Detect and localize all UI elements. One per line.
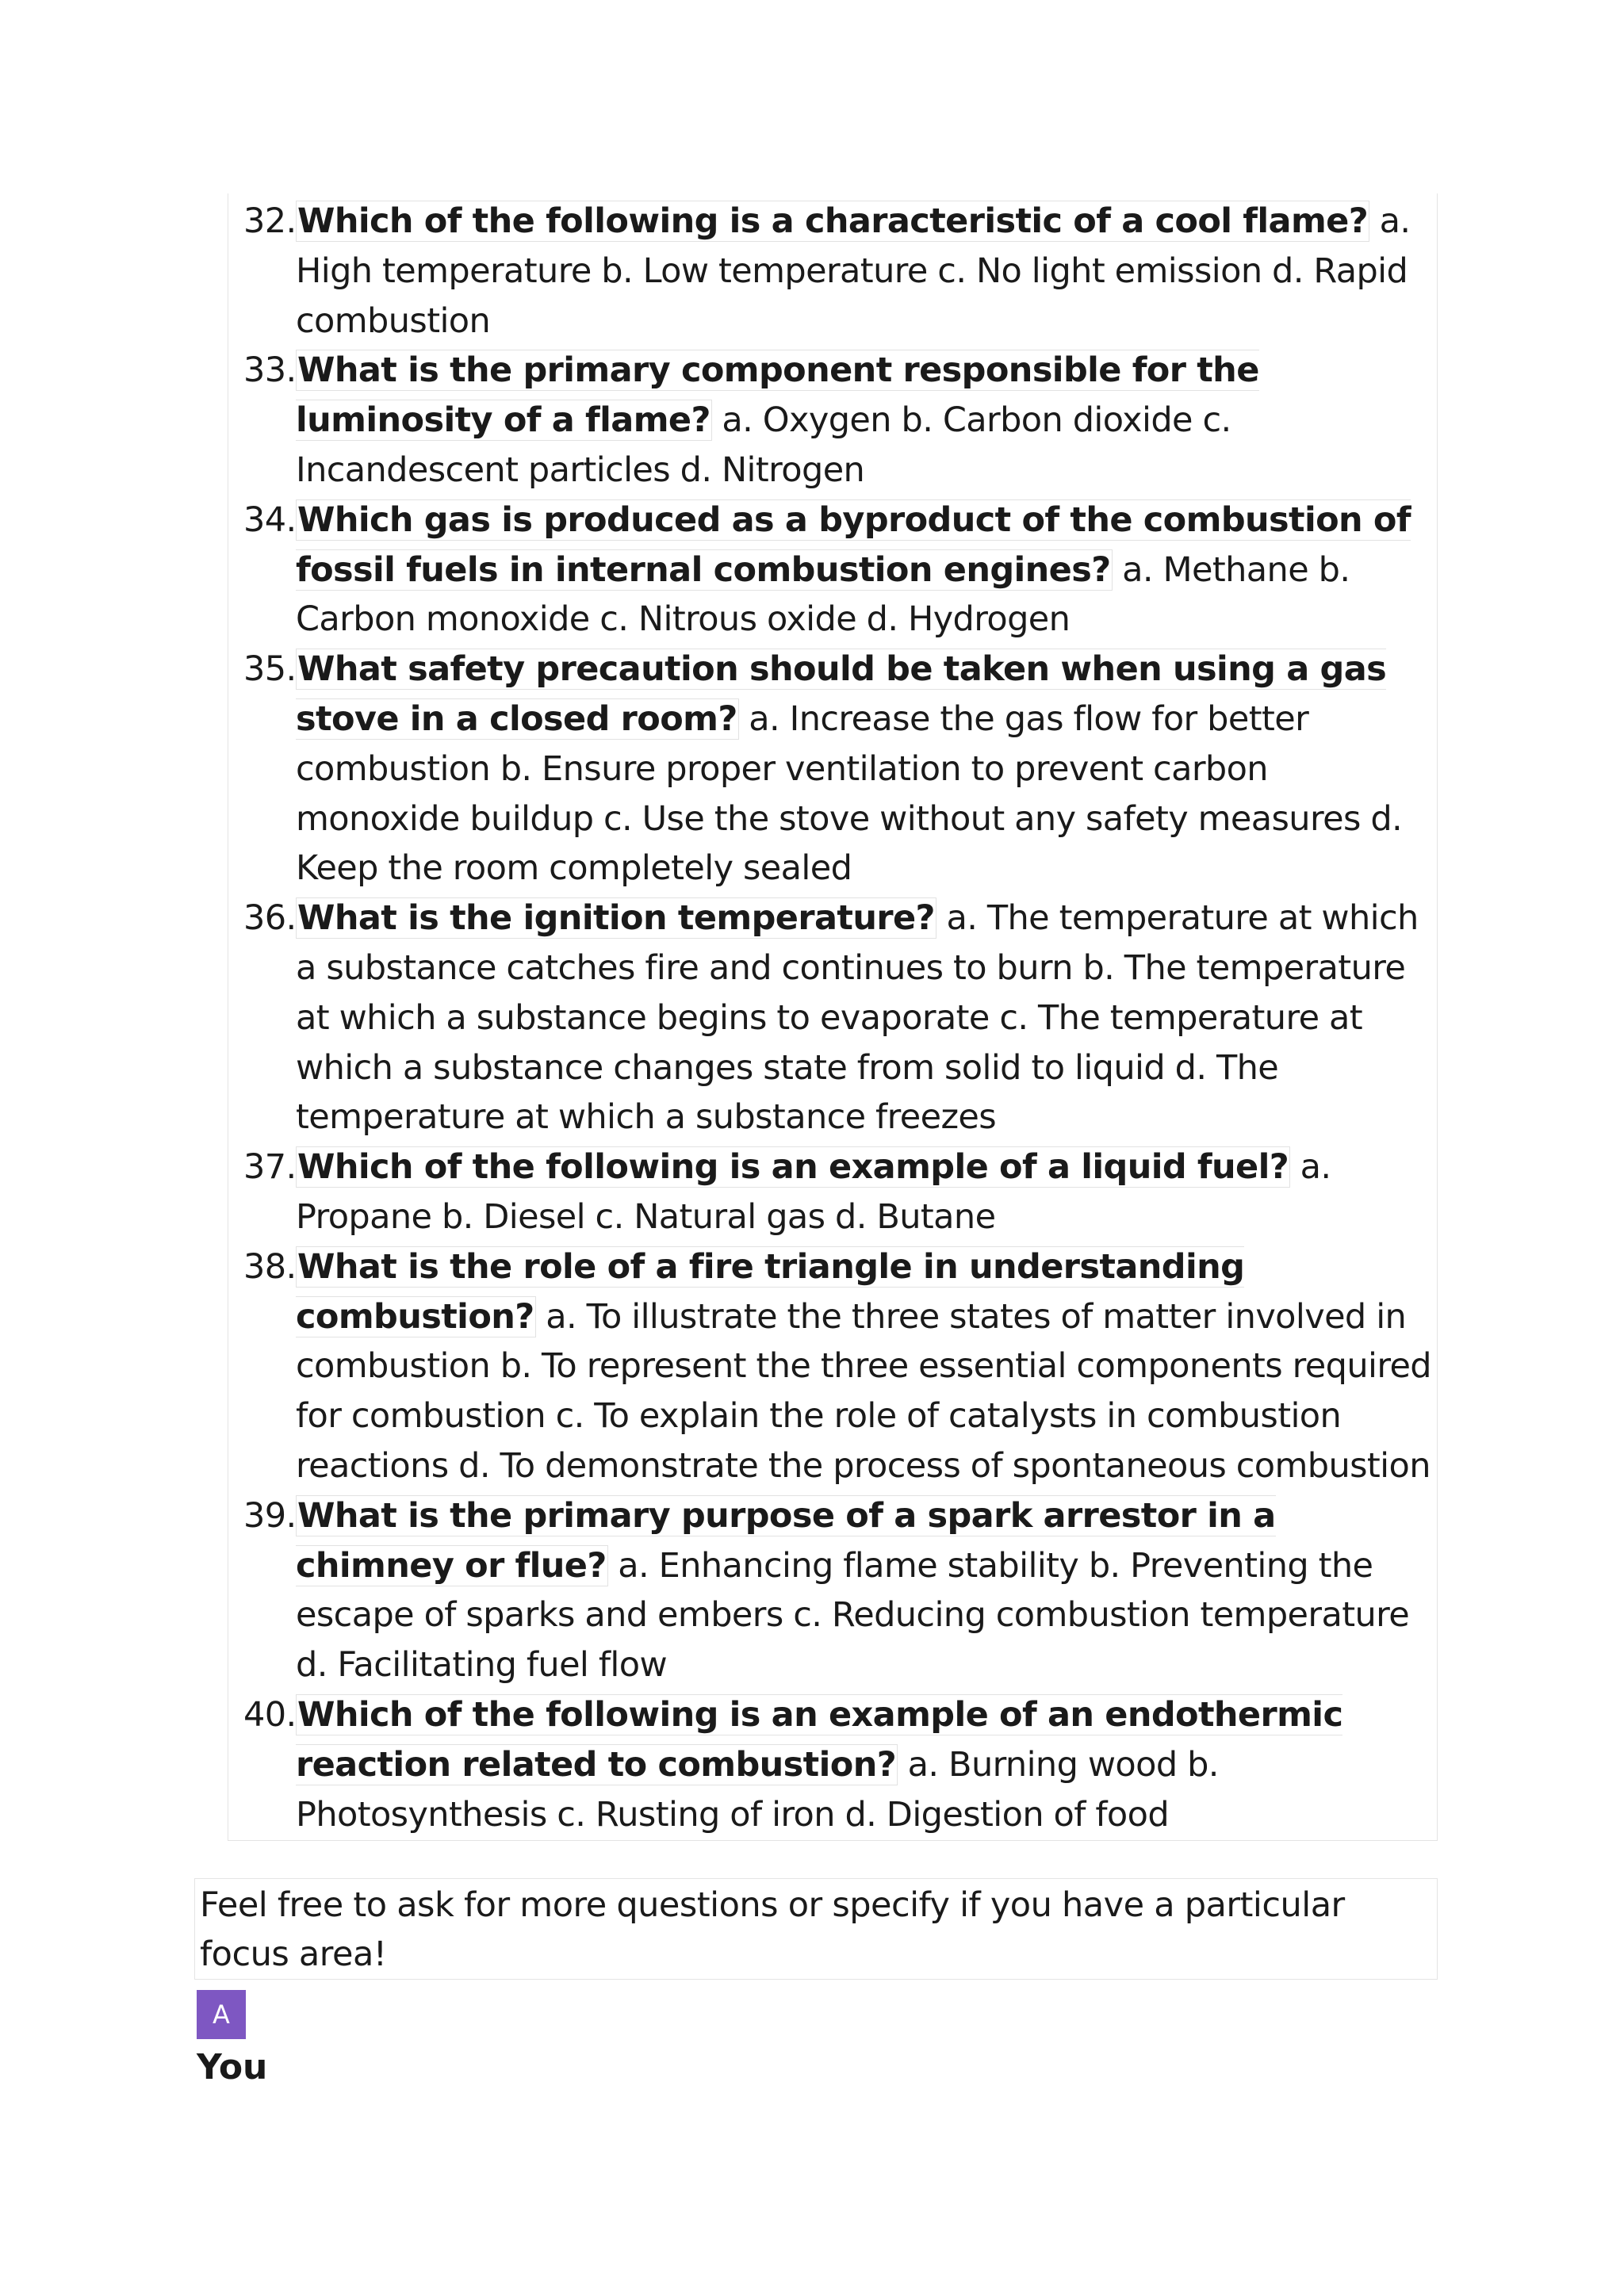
user-author-label: You <box>197 2047 268 2087</box>
question-options: a. The temperature at which a substance catches fire and continues to burn b. The temperature at which a substance begins to evaporate c. The temperature at which a substance changes state from solid to liquid d. The temperature at which a substance freezes <box>296 898 1419 1138</box>
question-number: 33. <box>243 350 297 391</box>
question-text: What is the primary purpose of a spark arrestor in a chimney or flue? <box>296 1495 1276 1586</box>
question-text: Which of the following is an example of an endothermic reaction related to combustion? <box>296 1694 1343 1785</box>
question-item <box>243 894 1436 1142</box>
question-text: Which gas is produced as a byproduct of the combustion of fossil fuels in internal combustion engines? <box>296 499 1411 590</box>
question-list <box>243 197 1436 1839</box>
question-item <box>243 645 1436 894</box>
question-options: a. High temperature b. Low temperature c. No light emission d. Rapid combustion <box>296 201 1411 341</box>
question-item <box>243 346 1436 495</box>
question-item <box>243 1142 1436 1242</box>
question-number: 37. <box>243 1147 297 1188</box>
question-number: 39. <box>243 1495 297 1536</box>
question-number: 40. <box>243 1694 297 1735</box>
question-text: What safety precaution should be taken when using a gas stove in a closed room? <box>296 649 1387 739</box>
question-options: a. Oxygen b. Carbon dioxide c. Incandescent particles d. Nitrogen <box>296 400 1231 490</box>
assistant-closing-message: Feel free to ask for more questions or specify if you have a particular focus area! <box>194 1878 1438 1980</box>
question-number: 38. <box>243 1246 297 1287</box>
question-item <box>243 1242 1436 1491</box>
user-avatar: A <box>197 1990 246 2039</box>
question-item <box>243 1491 1436 1690</box>
question-number: 36. <box>243 898 297 939</box>
question-item <box>243 1690 1436 1839</box>
question-options: a. Burning wood b. Photosynthesis c. Rusting of iron d. Digestion of food <box>296 1744 1219 1835</box>
question-text: What is the ignition temperature? <box>297 898 935 939</box>
question-options: a. Enhancing flame stability b. Preventing the escape of sparks and embers c. Reducing combustion temperature d. Facilitating fuel flow <box>296 1545 1410 1686</box>
question-text: What is the primary component responsible for the luminosity of a flame? <box>296 350 1259 441</box>
question-number: 32. <box>243 201 297 241</box>
question-text: Which of the following is an example of a liquid fuel? <box>297 1147 1289 1188</box>
question-number: 35. <box>243 649 297 690</box>
question-item <box>243 197 1436 346</box>
question-options: a. Increase the gas flow for better combustion b. Ensure proper ventilation to prevent carbon monoxide buildup c. Use the stove without any safety measures d. Keep the room completely sealed <box>296 698 1403 889</box>
question-text: What is the role of a fire triangle in understanding combustion? <box>296 1246 1245 1337</box>
question-number: 34. <box>243 499 297 540</box>
question-text: Which of the following is a characteristic of a cool flame? <box>297 201 1369 241</box>
question-options: a. Propane b. Diesel c. Natural gas d. Butane <box>296 1147 1331 1237</box>
question-item <box>243 496 1436 645</box>
question-options: a. To illustrate the three states of matter involved in combustion b. To represent the three essential components required for combustion c. To explain the role of catalysts in combustion reactions d. To demonstrate the process of spontaneous combustion <box>296 1296 1432 1486</box>
question-options: a. Methane b. Carbon monoxide c. Nitrous oxide d. Hydrogen <box>296 549 1350 640</box>
